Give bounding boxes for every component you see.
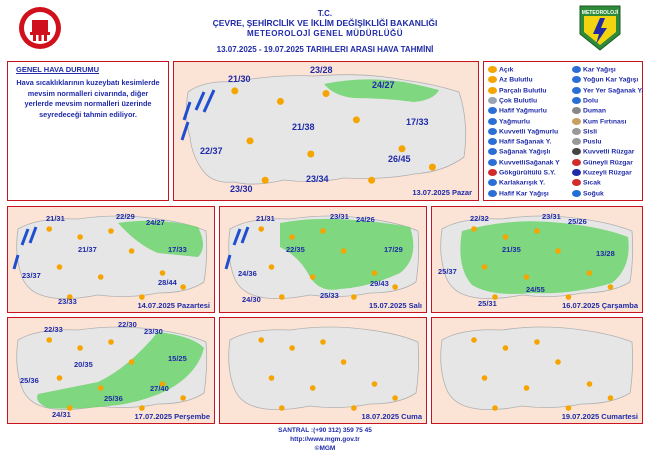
sun-icon — [368, 177, 375, 184]
sleet-icon — [488, 179, 497, 186]
sun-icon — [129, 248, 135, 254]
temp-label: 23/37 — [22, 271, 41, 280]
sun-icon — [524, 274, 530, 280]
legend-label: Az Bulutlu — [499, 76, 533, 84]
legend-label: KuvvetliSağanak Y — [499, 158, 560, 166]
legend-item — [488, 159, 560, 166]
legend-item — [572, 128, 597, 135]
sun-icon — [277, 98, 284, 105]
day-2-date: 15.07.2025 Salı — [369, 301, 422, 310]
legend-item — [572, 148, 634, 155]
sun-icon — [279, 405, 285, 411]
legend-item — [572, 87, 643, 94]
temp-label: 24/30 — [242, 295, 261, 304]
sun-icon — [310, 274, 316, 280]
sun-icon — [372, 270, 378, 276]
legend-item — [572, 169, 632, 176]
sun-icon — [289, 234, 295, 240]
temp-label: 24/55 — [526, 285, 545, 294]
legend-item — [488, 107, 547, 114]
sun-icon — [399, 145, 406, 152]
legend-label: Karlakarışık Y. — [499, 179, 545, 187]
sun-icon — [98, 274, 104, 280]
temp-label: 21/35 — [502, 245, 521, 254]
temp-label: 21/37 — [78, 245, 97, 254]
smoke-icon — [572, 107, 581, 114]
legend-item — [488, 87, 547, 94]
thunderstorm-icon — [488, 169, 497, 176]
sun-icon — [471, 226, 477, 232]
temp-label: 21/38 — [292, 122, 315, 132]
temp-label: 25/36 — [20, 376, 39, 385]
header-directorate: METEOROLOJİ GENEL MÜDÜRLÜĞÜ — [246, 29, 404, 38]
temp-label: 28/44 — [158, 278, 177, 287]
sun-icon — [279, 294, 285, 300]
legend-item — [488, 97, 537, 104]
temp-label: 23/34 — [306, 174, 329, 184]
sun-icon — [160, 270, 166, 276]
legend-label: Sıcak — [583, 179, 601, 187]
header — [0, 0, 650, 60]
legend-label: Yer Yer Sağanak Y. — [583, 86, 644, 94]
sun-icon — [269, 375, 275, 381]
sun-cloud-icon — [488, 76, 497, 83]
legend-item — [572, 179, 601, 186]
sun-icon — [534, 339, 540, 345]
sun-icon — [471, 337, 477, 343]
sun-icon — [587, 270, 593, 276]
main-map-date: 13.07.2025 Pazar — [412, 188, 472, 197]
sun-icon — [57, 264, 63, 270]
day-map-1 — [7, 206, 215, 313]
legend-item — [488, 148, 550, 155]
day-map-5 — [219, 317, 427, 424]
footer-copyright: ©MGM — [314, 445, 336, 452]
turkey-map-day4 — [8, 318, 214, 423]
sun-icon — [608, 284, 614, 290]
temp-label: 23/30 — [144, 327, 163, 336]
legend-item — [488, 138, 551, 145]
sun-icon — [488, 66, 497, 73]
north-wind-icon — [572, 169, 581, 176]
temp-label: 24/27 — [146, 218, 165, 227]
legend-label: Kuvvetli Rüzgar — [583, 148, 635, 156]
meteoroloji-logo — [578, 4, 622, 52]
sun-icon — [429, 164, 436, 171]
legend-label: Kuzeyli Rüzgar — [583, 169, 632, 177]
sun-icon — [129, 359, 135, 365]
heavy-rain-icon — [488, 128, 497, 135]
sun-icon — [108, 228, 114, 234]
sun-icon — [139, 294, 145, 300]
legend-label: Parçalı Bulutlu — [499, 86, 547, 94]
legend-item — [488, 169, 556, 176]
legend-label: Dolu — [583, 97, 599, 105]
temp-label: 29/43 — [370, 279, 389, 288]
fog-icon — [572, 128, 581, 135]
sun-icon — [566, 294, 572, 300]
strong-wind-icon — [572, 148, 581, 155]
general-weather-text: Hava sıcaklıklarının kuzeybatı kesimlerde mevsim normalleri civarında, diğer yerlerde mevsim normalleri üzerinde seyredeceği tahmin ediliyor. — [16, 78, 160, 119]
legend-item — [488, 66, 513, 73]
legend-item — [488, 179, 545, 186]
day-6-date: 19.07.2025 Cumartesi — [561, 412, 638, 421]
legend-item — [572, 66, 616, 73]
temp-label: 25/36 — [104, 394, 123, 403]
svg-text:METEOROLOJİ: METEOROLOJİ — [581, 10, 619, 16]
temp-label: 25/33 — [320, 291, 339, 300]
footer — [0, 426, 650, 453]
legend-label: Kar Yağışı — [583, 66, 616, 74]
temp-label: 25/37 — [438, 267, 457, 276]
temp-label: 20/35 — [74, 360, 93, 369]
sun-icon — [351, 294, 357, 300]
legend-label: Hafif Yağmurlu — [499, 107, 547, 115]
sun-icon — [492, 405, 498, 411]
legend-label: Güneyli Rüzgar — [583, 158, 633, 166]
temp-label: 22/37 — [200, 146, 223, 156]
sun-icon — [180, 395, 186, 401]
temp-label: 17/33 — [406, 117, 429, 127]
legend-label: Duman — [583, 107, 607, 115]
sun-icon — [555, 248, 561, 254]
sun-icon — [231, 87, 238, 94]
turkey-map-day3 — [432, 207, 642, 312]
temp-label: 22/33 — [44, 325, 63, 334]
temp-label: 25/31 — [478, 299, 497, 308]
snow-icon — [572, 66, 581, 73]
legend-item — [572, 76, 638, 83]
temp-label: 26/45 — [388, 154, 411, 164]
temp-label: 24/27 — [372, 80, 395, 90]
haze-icon — [572, 138, 581, 145]
legend-panel — [483, 61, 643, 201]
sun-icon — [392, 284, 398, 290]
temp-label: 23/28 — [310, 65, 333, 75]
sun-icon — [566, 405, 572, 411]
light-rain-icon — [488, 107, 497, 114]
sun-icon — [258, 337, 264, 343]
turkey-map-day6 — [432, 318, 642, 423]
temp-label: 23/31 — [542, 212, 561, 221]
sun-icon — [392, 395, 398, 401]
general-weather-panel — [7, 61, 169, 201]
legend-item — [488, 118, 530, 125]
temp-label: 24/26 — [356, 215, 375, 224]
day-map-6 — [431, 317, 643, 424]
sun-icon — [503, 234, 509, 240]
temp-label: 21/31 — [256, 214, 275, 223]
footer-phone: SANTRAL :(+90 312) 359 75 45 — [278, 427, 372, 434]
light-shower-icon — [488, 138, 497, 145]
sun-icon — [46, 226, 52, 232]
general-weather-title: GENEL HAVA DURUMU — [16, 65, 100, 74]
day-3-date: 16.07.2025 Çarşamba — [562, 301, 638, 310]
temp-label: 21/31 — [46, 214, 65, 223]
temp-label: 23/30 — [230, 184, 253, 194]
cold-icon — [572, 190, 581, 197]
sun-icon — [524, 385, 530, 391]
legend-item — [488, 190, 549, 197]
sun-icon — [310, 385, 316, 391]
shower-icon — [488, 148, 497, 155]
legend-label: Hafif Kar Yağışı — [499, 189, 549, 197]
sun-icon — [587, 381, 593, 387]
sandstorm-icon — [572, 118, 581, 125]
turkey-map-day5 — [220, 318, 426, 423]
turkey-map-day1 — [8, 207, 214, 312]
sun-icon — [139, 405, 145, 411]
sun-icon — [77, 345, 83, 351]
sun-icon — [180, 284, 186, 290]
temp-label: 24/31 — [52, 410, 71, 419]
legend-label: Puslu — [583, 138, 602, 146]
legend-label: Kuvvetli Yağmurlu — [499, 128, 559, 136]
sun-icon — [503, 345, 509, 351]
legend-item — [572, 190, 604, 197]
legend-label: Yağmurlu — [499, 117, 530, 125]
temp-label: 22/30 — [118, 320, 137, 329]
sun-icon — [608, 395, 614, 401]
partly-cloudy-icon — [488, 87, 497, 94]
header-ministry: ÇEVRE, ŞEHİRCİLİK VE İKLİM DEĞİŞİKLİĞİ BAKANLIĞI — [212, 18, 438, 28]
header-line-1: T.C. — [317, 9, 333, 18]
temp-label: 23/31 — [330, 212, 349, 221]
legend-item — [488, 128, 558, 135]
sun-icon — [269, 264, 275, 270]
sun-icon — [108, 339, 114, 345]
south-wind-icon — [572, 159, 581, 166]
sun-icon — [247, 137, 254, 144]
day-5-date: 18.07.2025 Cuma — [361, 412, 422, 421]
sun-icon — [353, 116, 360, 123]
sun-icon — [482, 264, 488, 270]
footer-website-link[interactable]: http://www.mgm.gov.tr — [290, 436, 360, 443]
legend-label: Kum Fırtınası — [583, 117, 627, 125]
temp-label: 25/26 — [568, 217, 587, 226]
day-map-2 — [219, 206, 427, 313]
legend-item — [572, 97, 598, 104]
light-snow-icon — [488, 190, 497, 197]
legend-item — [572, 138, 602, 145]
day-map-4 — [7, 317, 215, 424]
sun-icon — [372, 381, 378, 387]
sun-icon — [258, 226, 264, 232]
temp-label: 22/29 — [116, 212, 135, 221]
legend-item — [572, 159, 633, 166]
sun-icon — [262, 177, 269, 184]
temp-label: 17/33 — [168, 245, 187, 254]
temp-label: 22/35 — [286, 245, 305, 254]
day-1-date: 14.07.2025 Pazartesi — [137, 301, 210, 310]
sun-icon — [57, 375, 63, 381]
cloud-icon — [488, 97, 497, 104]
forecast-date-range: 13.07.2025 - 19.07.2025 TARIHLERI ARASI HAVA TAHMİNİ — [216, 45, 434, 54]
hot-icon — [572, 179, 581, 186]
scattered-shower-icon — [572, 87, 581, 94]
sun-icon — [351, 405, 357, 411]
rain-icon — [488, 118, 497, 125]
legend-label: Sisli — [583, 128, 597, 136]
temp-label: 21/30 — [228, 74, 251, 84]
legend-label: Hafif Sağanak Y. — [499, 138, 552, 146]
sun-icon — [98, 385, 104, 391]
sun-icon — [307, 151, 314, 158]
temp-label: 13/28 — [596, 249, 615, 258]
heavy-snow-icon — [572, 76, 581, 83]
legend-label: Çok Bulutlu — [499, 97, 538, 105]
main-forecast-map — [173, 61, 479, 201]
legend-label: Sağanak Yağışlı — [499, 148, 551, 156]
sun-icon — [555, 359, 561, 365]
sun-icon — [341, 248, 347, 254]
sun-icon — [46, 337, 52, 343]
sun-icon — [323, 90, 330, 97]
day-4-date: 17.07.2025 Perşembe — [134, 412, 210, 421]
hail-icon — [572, 97, 581, 104]
temp-label: 27/40 — [150, 384, 169, 393]
sun-icon — [320, 339, 326, 345]
sun-icon — [341, 359, 347, 365]
legend-item — [572, 118, 626, 125]
sun-icon — [289, 345, 295, 351]
legend-label: Yoğun Kar Yağışı — [583, 76, 639, 84]
day-map-3 — [431, 206, 643, 313]
temp-label: 17/29 — [384, 245, 403, 254]
legend-label: Açık — [499, 66, 514, 74]
temp-label: 22/32 — [470, 214, 489, 223]
temp-label: 15/25 — [168, 354, 187, 363]
temp-label: 23/33 — [58, 297, 77, 306]
sun-icon — [534, 228, 540, 234]
heavy-shower-icon — [488, 159, 497, 166]
legend-item — [572, 107, 606, 114]
sun-icon — [482, 375, 488, 381]
sun-icon — [77, 234, 83, 240]
legend-item — [488, 76, 533, 83]
temp-label: 24/36 — [238, 269, 257, 278]
legend-label: Gökgürültülü S.Y. — [499, 169, 556, 177]
legend-label: Soğuk — [583, 189, 604, 197]
sun-icon — [320, 228, 326, 234]
